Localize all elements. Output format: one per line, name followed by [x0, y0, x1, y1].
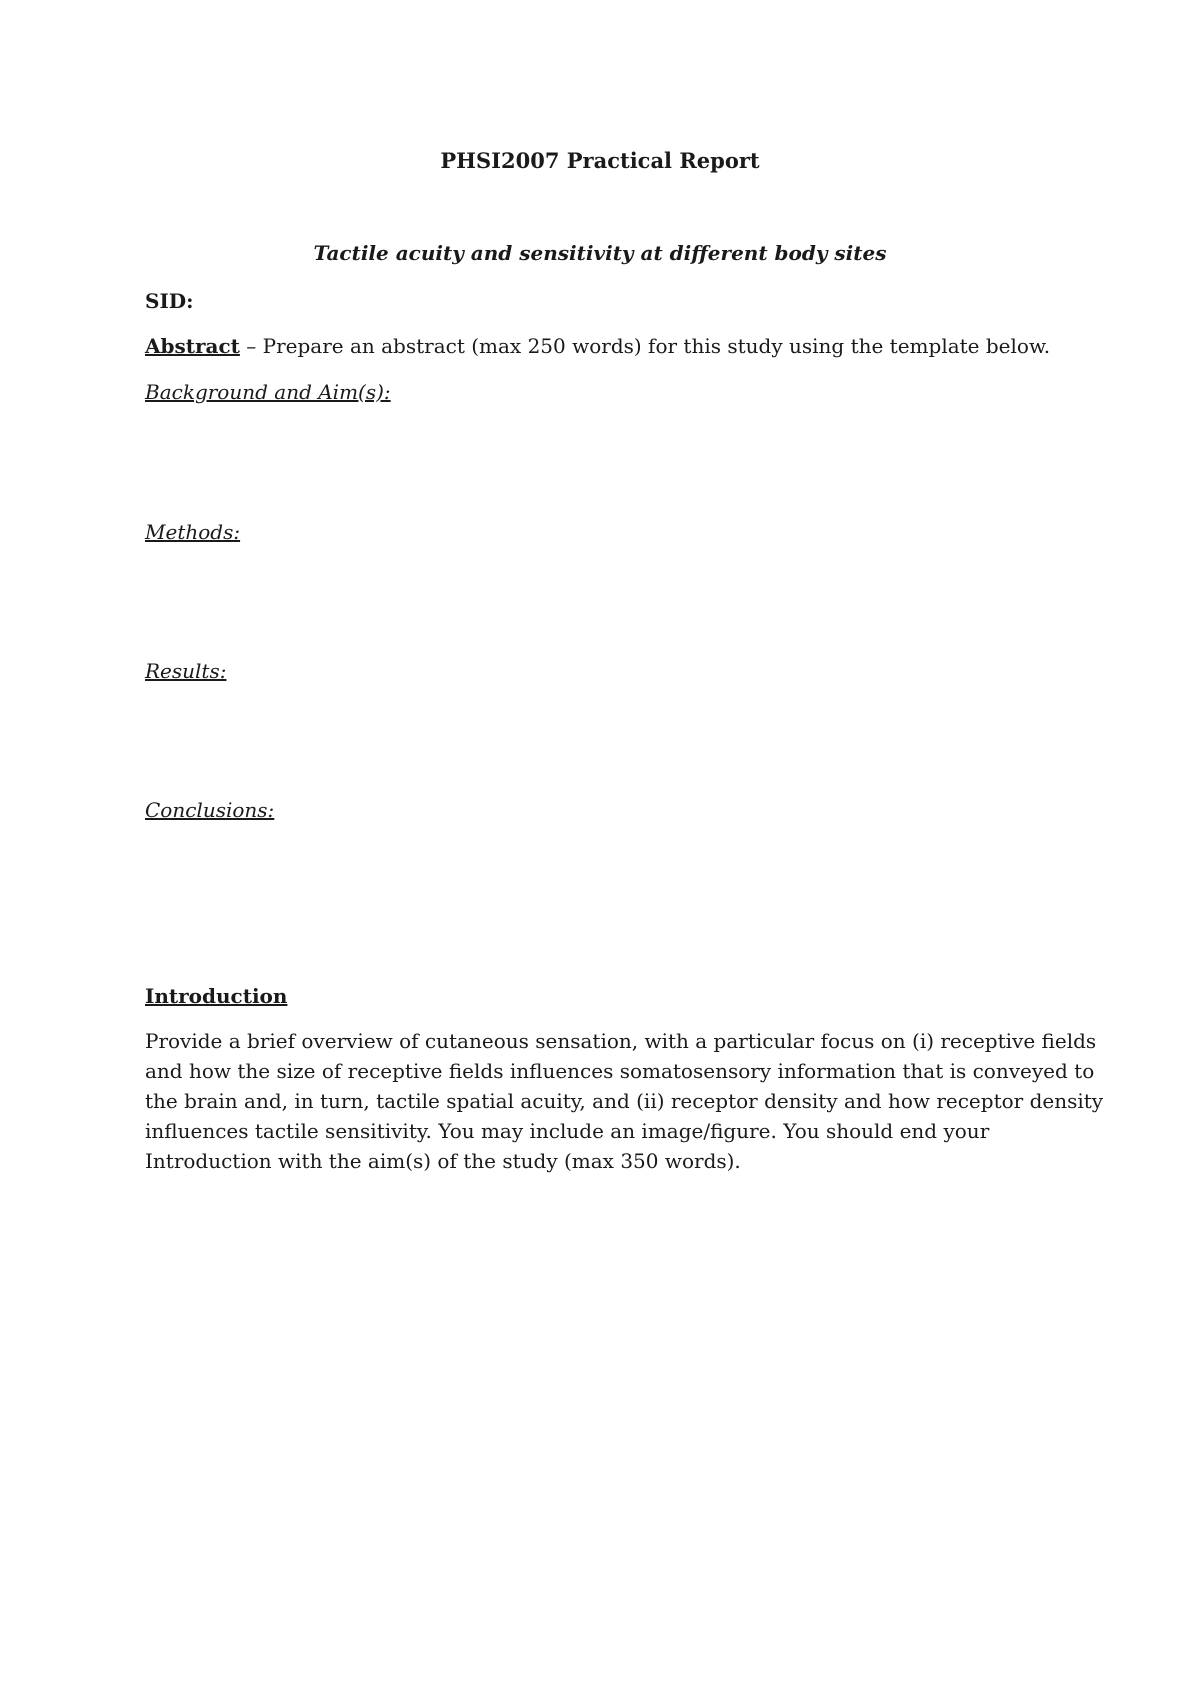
introduction-line: influences tactile sensitivity. You may include an image/figure. You should end your	[145, 1119, 990, 1143]
section-conclusions-heading: Conclusions:	[145, 798, 275, 822]
section-methods-heading: Methods:	[145, 520, 241, 544]
abstract-instruction: – Prepare an abstract (max 250 words) for this study using the template below.	[239, 334, 1051, 358]
introduction-paragraph	[145, 1026, 1104, 1176]
document-subtitle: Tactile acuity and sensitivity at different body sites	[313, 241, 887, 265]
abstract-line	[145, 331, 1050, 361]
introduction-line: and how the size of receptive fields influences somatosensory information that is conveyed to	[145, 1059, 1095, 1083]
section-background-heading: Background and Aim(s):	[145, 380, 391, 404]
section-results-heading: Results:	[145, 659, 227, 683]
introduction-line: the brain and, in turn, tactile spatial acuity, and (ii) receptor density and how receptor density	[145, 1089, 1104, 1113]
introduction-line: Provide a brief overview of cutaneous sensation, with a particular focus on (i) receptive fields	[145, 1029, 1097, 1053]
sid-label: SID:	[145, 289, 194, 313]
abstract-label: Abstract	[145, 334, 240, 358]
document-title: PHSI2007 Practical Report	[440, 148, 760, 173]
introduction-heading: Introduction	[145, 984, 288, 1008]
introduction-line: Introduction with the aim(s) of the study (max 350 words).	[145, 1149, 741, 1173]
